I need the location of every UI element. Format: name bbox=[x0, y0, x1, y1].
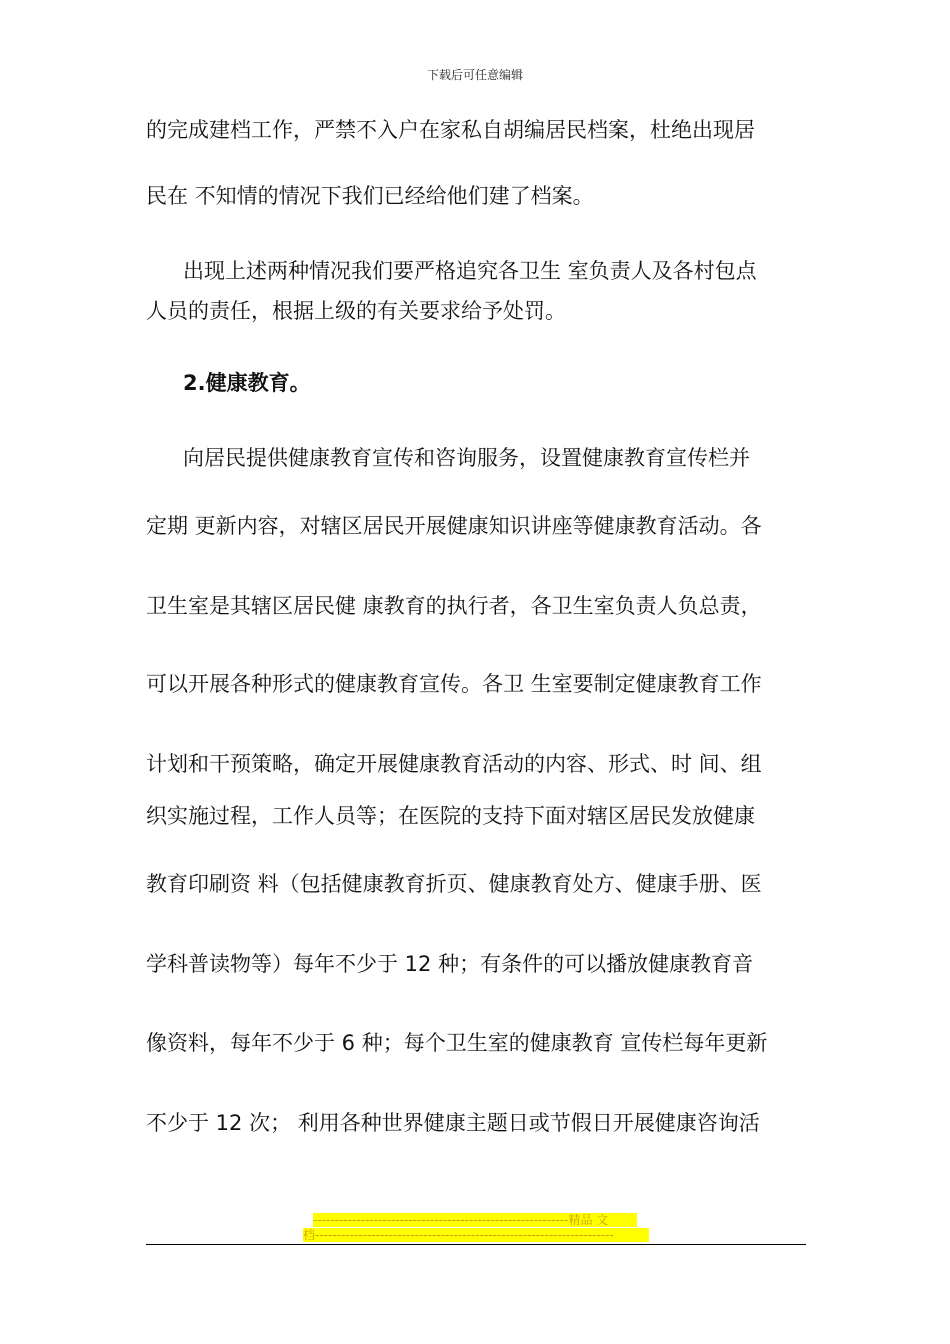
body-text-line: 学科普读物等）每年不少于 12 种；有条件的可以播放健康教育音 bbox=[146, 952, 754, 976]
body-text-line: 定期 更新内容，对辖区居民开展健康知识讲座等健康教育活动。各 bbox=[146, 514, 762, 538]
body-text-line: 计划和干预策略，确定开展健康教育活动的内容、形式、时 间、组 bbox=[146, 752, 762, 776]
body-text-line: 向居民提供健康教育宣传和咨询服务，设置健康教育宣传栏并 bbox=[183, 446, 750, 470]
body-text-line: 不少于 12 次； 利用各种世界健康主题日或节假日开展健康咨询活 bbox=[146, 1111, 760, 1135]
section-heading: 2.健康教育。 bbox=[183, 371, 311, 395]
body-text-line: 教育印刷资 料（包括健康教育折页、健康教育处方、健康手册、医 bbox=[146, 872, 762, 896]
body-text-line: 织实施过程，工作人员等；在医院的支持下面对辖区居民发放健康 bbox=[146, 804, 755, 828]
body-text-line: 卫生室是其辖区居民健 康教育的执行者，各卫生室负责人负总责， bbox=[146, 594, 762, 618]
footer-watermark-line2: 档--------------------------------------------------------------------- bbox=[303, 1228, 649, 1242]
footer-rule bbox=[146, 1244, 806, 1245]
body-text-line: 可以开展各种形式的健康教育宣传。各卫 生室要制定健康教育工作 bbox=[146, 672, 762, 696]
page-header: 下载后可任意编辑 bbox=[426, 68, 523, 82]
body-text-line: 像资料，每年不少于 6 种；每个卫生室的健康教育 宣传栏每年更新 bbox=[146, 1031, 768, 1055]
body-text-line: 的完成建档工作，严禁不入户在家私自胡编居民档案，杜绝出现居 bbox=[146, 118, 755, 142]
footer-watermark-line1: -----------------------------------------------------------精品 文 bbox=[313, 1213, 637, 1227]
body-text-line: 出现上述两种情况我们要严格追究各卫生 室负责人及各村包点 bbox=[183, 259, 757, 283]
body-text-line: 民在 不知情的情况下我们已经给他们建了档案。 bbox=[146, 184, 594, 208]
body-text-line: 人员的责任，根据上级的有关要求给予处罚。 bbox=[146, 299, 566, 323]
